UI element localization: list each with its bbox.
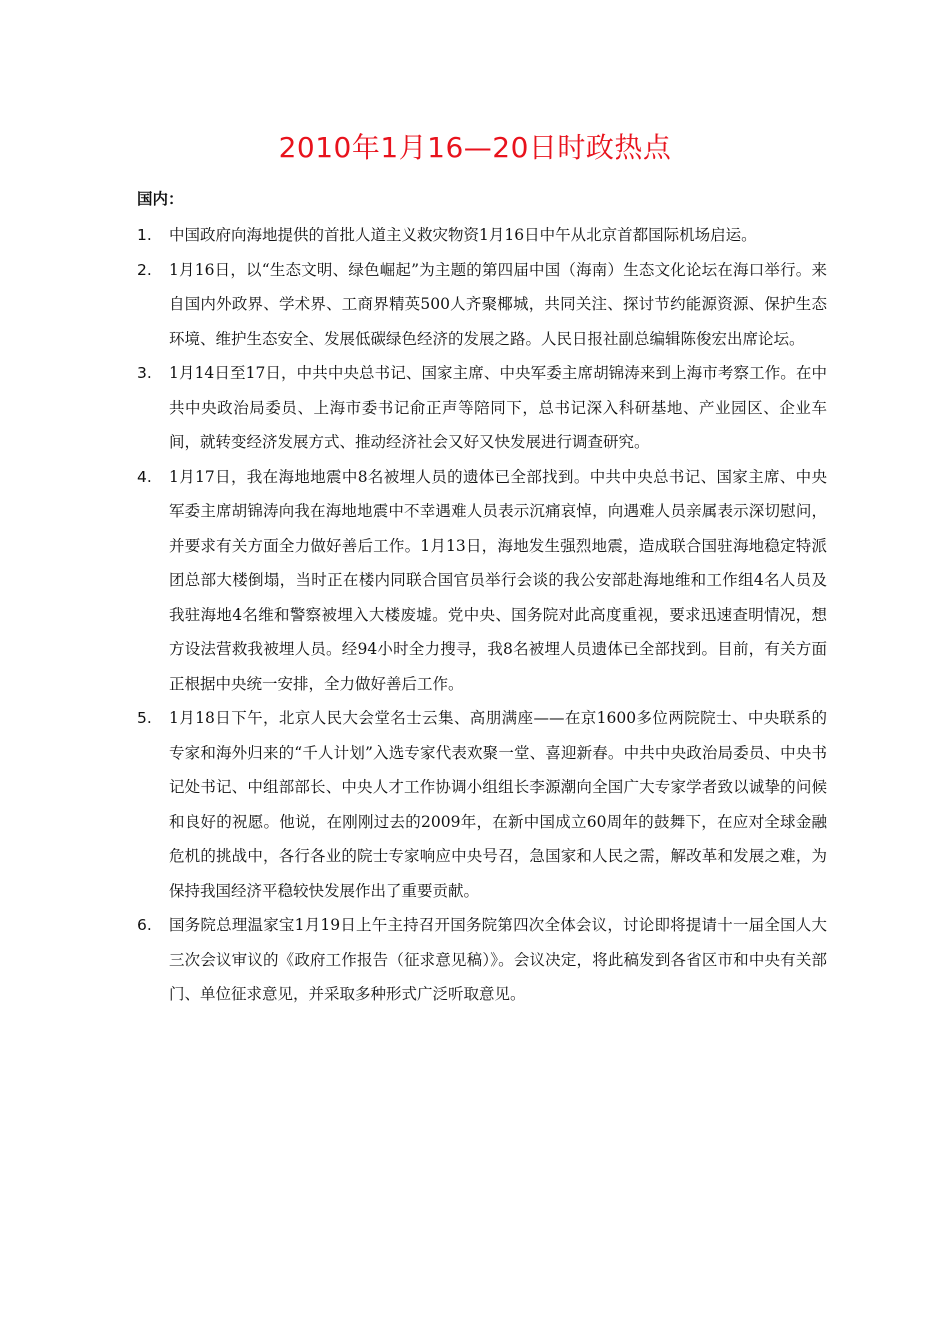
list-item	[137, 460, 827, 702]
item-number: 4.	[137, 467, 152, 486]
item-number: 3.	[137, 364, 152, 382]
news-list	[137, 218, 827, 1012]
item-text: 中国政府向海地提供的首批人道主义救灾物资1月16日中午从北京首都国际机场启运。	[169, 226, 757, 244]
item-text: 1月17日，我在海地地震中8名被埋人员的遗体已全部找到。中共中央总书记、国家主席、中央军委主席胡锦涛向我在海地地震中不幸遇难人员表示沉痛哀悼，向遇难人员亲属表示深切慰问，并要求有关方面全力做好善后工作。1月13日，海地发生强烈地震，造成联合国驻海地稳定特派团总部大楼倒塌，当时正在楼内同联合国官员举行会谈的我公安部赴海地维和工作组4名人员及我驻海地4名维和警察被埋入大楼废墟。党中央、国务院对此高度重视，要求迅速查明情况，想方设法营救我被埋人员。经94小时全力搜寻，我8名被埋人员遗体已全部找到。目前，有关方面正根据中央统一安排，全力做好善后工作。	[169, 467, 827, 693]
document-title: 2010年1月16—20日时政热点	[278, 131, 672, 164]
item-text: 国务院总理温家宝1月19日上午主持召开国务院第四次全体会议，讨论即将提请十一届全国人大三次会议审议的《政府工作报告（征求意见稿）》。会议决定，将此稿发到各省区市和中央有关部门、单位征求意见，并采取多种形式广泛听取意见。	[169, 916, 827, 1003]
item-text: 1月14日至17日，中共中央总书记、国家主席、中央军委主席胡锦涛来到上海市考察工作。在中共中央政治局委员、上海市委书记俞正声等陪同下，总书记深入科研基地、产业园区、企业车间，就转变经济发展方式、推动经济社会又好又快发展进行调查研究。	[169, 364, 827, 451]
item-number: 1.	[137, 226, 152, 244]
item-number: 5.	[137, 709, 152, 727]
item-number: 6.	[137, 916, 152, 934]
item-text: 1月18日下午，北京人民大会堂名士云集、高朋满座——在京1600多位两院院士、中央联系的专家和海外归来的“千人计划”入选专家代表欢聚一堂、喜迎新春。中共中央政治局委员、中央书记处书记、中组部部长、中央人才工作协调小组组长李源潮向全国广大专家学者致以诚挚的问候和良好的祝愿。他说，在刚刚过去的2009年，在新中国成立60周年的鼓舞下，在应对全球金融危机的挑战中，各行各业的院士专家响应中央号召，急国家和人民之需，解改革和发展之难，为保持我国经济平稳较快发展作出了重要贡献。	[169, 709, 827, 900]
item-number: 2.	[137, 260, 152, 279]
list-item	[137, 908, 827, 1012]
list-item	[137, 218, 827, 253]
item-text: 1月16日，以“生态文明、绿色崛起”为主题的第四届中国（海南）生态文化论坛在海口举行。来自国内外政界、学术界、工商界精英500人齐聚椰城，共同关注、探讨节约能源资源、保护生态环境、维护生态安全、发展低碳绿色经济的发展之路。人民日报社副总编辑陈俊宏出席论坛。	[169, 260, 827, 348]
list-item	[137, 701, 827, 908]
list-item	[137, 356, 827, 460]
list-item	[137, 253, 827, 357]
section-heading-domestic: 国内：	[137, 190, 184, 208]
